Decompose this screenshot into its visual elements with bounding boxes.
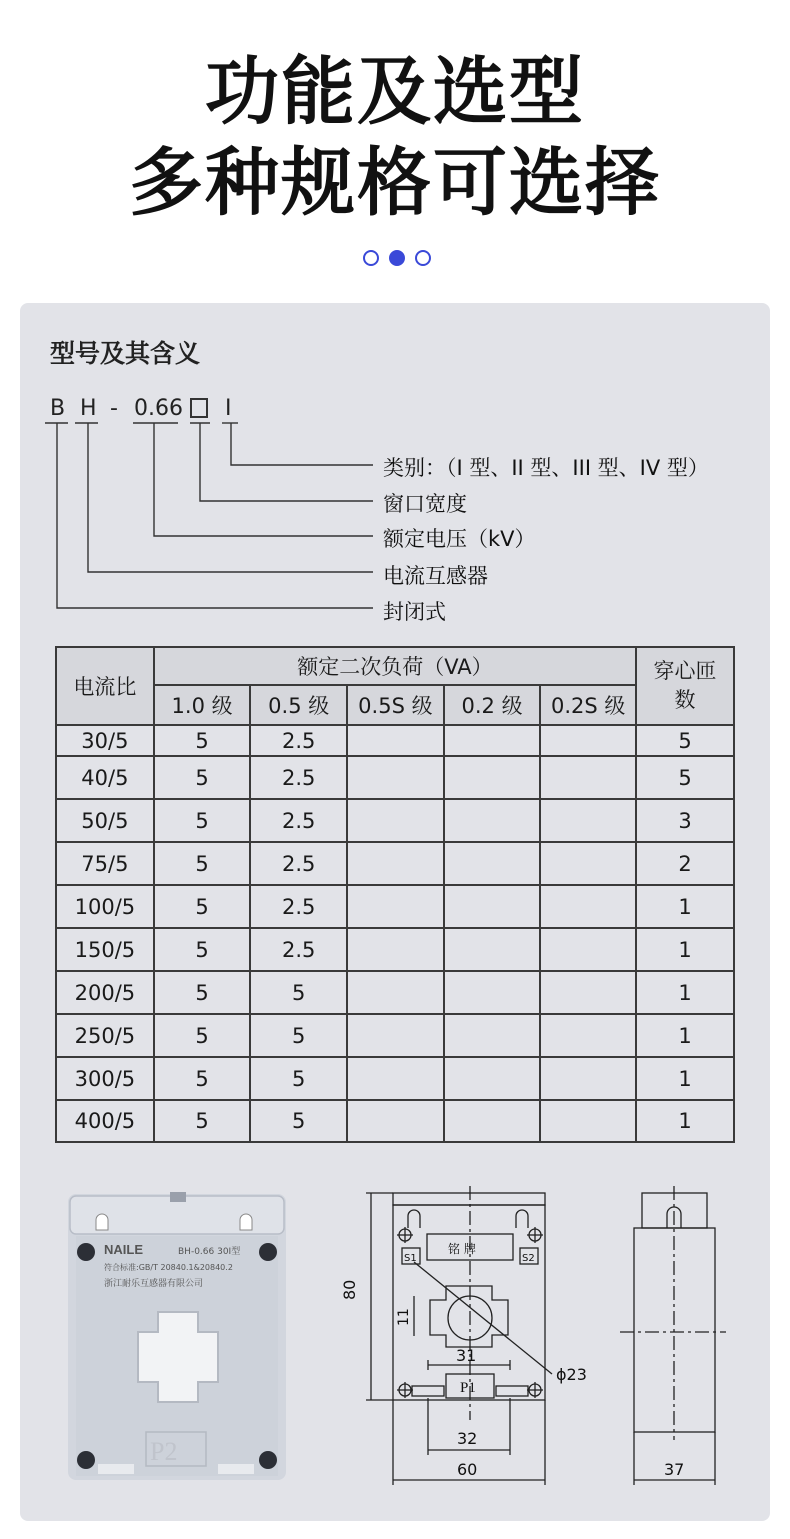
cell-c05s — [347, 885, 444, 928]
meaning-type: 类别：（I 型、II 型、III 型、IV 型） — [383, 456, 709, 480]
cell-c02 — [444, 1100, 541, 1142]
cell-ratio: 40/5 — [56, 756, 154, 799]
cell-c05: 2.5 — [250, 928, 347, 971]
table-row — [56, 725, 734, 756]
header-class-0-2s: 0.2S 级 — [540, 685, 636, 725]
spec-table — [55, 646, 735, 1143]
cell-c10: 5 — [154, 971, 251, 1014]
cell-c05s — [347, 799, 444, 842]
cell-c10: 5 — [154, 1057, 251, 1100]
cell-c02s — [540, 756, 636, 799]
code-voltage: 0.66 — [134, 396, 183, 421]
code-dash: - — [110, 396, 118, 421]
cell-c10: 5 — [154, 1100, 251, 1142]
cell-c05: 5 — [250, 1100, 347, 1142]
cell-turns: 1 — [636, 1014, 734, 1057]
table-row — [56, 885, 734, 928]
cell-ratio: 400/5 — [56, 1100, 154, 1142]
table-row — [56, 842, 734, 885]
cell-c02s — [540, 928, 636, 971]
cell-ratio: 200/5 — [56, 971, 154, 1014]
drawing-p1: P1 — [460, 1380, 476, 1396]
meaning-window-width: 窗口宽度 — [383, 492, 467, 516]
cell-c10: 5 — [154, 842, 251, 885]
header-class-1-0: 1.0 级 — [154, 685, 251, 725]
cell-c05: 2.5 — [250, 725, 347, 756]
table-row — [56, 928, 734, 971]
drawing-dim-32: 32 — [457, 1429, 478, 1448]
cell-c10: 5 — [154, 725, 251, 756]
cell-c02 — [444, 842, 541, 885]
label-terminal-p2: P2 — [150, 1437, 178, 1466]
cell-c02 — [444, 725, 541, 756]
cell-c02 — [444, 799, 541, 842]
cell-c05s — [347, 725, 444, 756]
meaning-enclosed: 封闭式 — [383, 600, 446, 624]
cell-ratio: 75/5 — [56, 842, 154, 885]
cell-c02s — [540, 725, 636, 756]
meaning-current-transformer: 电流互感器 — [383, 564, 488, 588]
header-class-0-5s: 0.5S 级 — [347, 685, 444, 725]
cell-c05: 2.5 — [250, 885, 347, 928]
code-letter-h: H — [80, 396, 97, 421]
heading-line-2: 多种规格可选择 — [129, 140, 661, 226]
cell-c02 — [444, 1014, 541, 1057]
header-ratio: 电流比 — [56, 647, 154, 725]
cell-c05s — [347, 842, 444, 885]
cell-c10: 5 — [154, 885, 251, 928]
cell-turns: 5 — [636, 756, 734, 799]
cell-turns: 1 — [636, 928, 734, 971]
code-type: I — [225, 396, 232, 421]
cell-ratio: 300/5 — [56, 1057, 154, 1100]
cell-turns: 1 — [636, 1100, 734, 1142]
cell-c05: 2.5 — [250, 842, 347, 885]
cell-c10: 5 — [154, 756, 251, 799]
cell-c02 — [444, 756, 541, 799]
cell-c05: 2.5 — [250, 799, 347, 842]
cell-ratio: 50/5 — [56, 799, 154, 842]
header-turns-text: 穿心匝数 — [653, 658, 717, 712]
cell-c02 — [444, 928, 541, 971]
drawing-dim-80: 80 — [340, 1279, 359, 1300]
cell-c05s — [347, 928, 444, 971]
product-photo — [68, 1192, 286, 1482]
cell-c02s — [540, 885, 636, 928]
cell-turns: 1 — [636, 1057, 734, 1100]
table-row — [56, 1057, 734, 1100]
cell-c10: 5 — [154, 799, 251, 842]
cell-turns: 1 — [636, 885, 734, 928]
cell-c10: 5 — [154, 1014, 251, 1057]
drawing-dim-60: 60 — [457, 1460, 478, 1479]
drawing-dim-11: 11 — [396, 1308, 412, 1326]
table-row — [56, 1100, 734, 1142]
cell-c05: 5 — [250, 971, 347, 1014]
meaning-rated-voltage: 额定电压（kV） — [383, 527, 536, 551]
label-standard: 符合标准:GB/T 20840.1&20840.2 — [104, 1263, 233, 1272]
label-maker: 浙江耐乐互感器有限公司 — [104, 1279, 204, 1289]
header-rated-load: 额定二次负荷（VA） — [154, 647, 636, 685]
header-class-0-2: 0.2 级 — [444, 685, 541, 725]
cell-c02s — [540, 1057, 636, 1100]
drawing-dim-31: 31 — [456, 1346, 477, 1365]
drawing-s1: S1 — [404, 1253, 417, 1264]
cell-c02s — [540, 842, 636, 885]
cell-c05: 5 — [250, 1057, 347, 1100]
cell-c02s — [540, 1100, 636, 1142]
cell-c05s — [347, 1100, 444, 1142]
drawing-nameplate: 铭 牌 — [448, 1242, 476, 1256]
label-model: BH-0.66 30I型 — [178, 1247, 241, 1257]
cell-c05s — [347, 1057, 444, 1100]
cell-ratio: 250/5 — [56, 1014, 154, 1057]
cell-c02 — [444, 885, 541, 928]
table-row — [56, 971, 734, 1014]
cell-turns: 1 — [636, 971, 734, 1014]
cell-c05s — [347, 756, 444, 799]
table-row — [56, 756, 734, 799]
cell-c05: 2.5 — [250, 756, 347, 799]
code-leader-lines — [0, 0, 790, 700]
heading-line-1: 功能及选型 — [205, 49, 585, 135]
header-turns — [636, 647, 734, 725]
cell-turns: 2 — [636, 842, 734, 885]
cell-c02 — [444, 971, 541, 1014]
cell-ratio: 150/5 — [56, 928, 154, 971]
table-row — [56, 1014, 734, 1057]
cell-c05: 5 — [250, 1014, 347, 1057]
cell-c05s — [347, 1014, 444, 1057]
drawing-dim-37: 37 — [664, 1460, 685, 1479]
cell-turns: 3 — [636, 799, 734, 842]
table-row — [56, 799, 734, 842]
code-letter-b: B — [50, 396, 66, 421]
drawing-s2: S2 — [522, 1253, 535, 1264]
cell-c02s — [540, 971, 636, 1014]
cell-c02 — [444, 1057, 541, 1100]
cell-c02s — [540, 799, 636, 842]
label-brand: NAILE — [104, 1242, 143, 1257]
cell-ratio: 100/5 — [56, 885, 154, 928]
cell-ratio: 30/5 — [56, 725, 154, 756]
section-title: 型号及其含义 — [50, 339, 201, 368]
header-class-0-5: 0.5 级 — [250, 685, 347, 725]
cell-c10: 5 — [154, 928, 251, 971]
cell-turns: 5 — [636, 725, 734, 756]
cell-c05s — [347, 971, 444, 1014]
cell-c02s — [540, 1014, 636, 1057]
drawing-dim-phi23: ϕ23 — [556, 1365, 587, 1384]
